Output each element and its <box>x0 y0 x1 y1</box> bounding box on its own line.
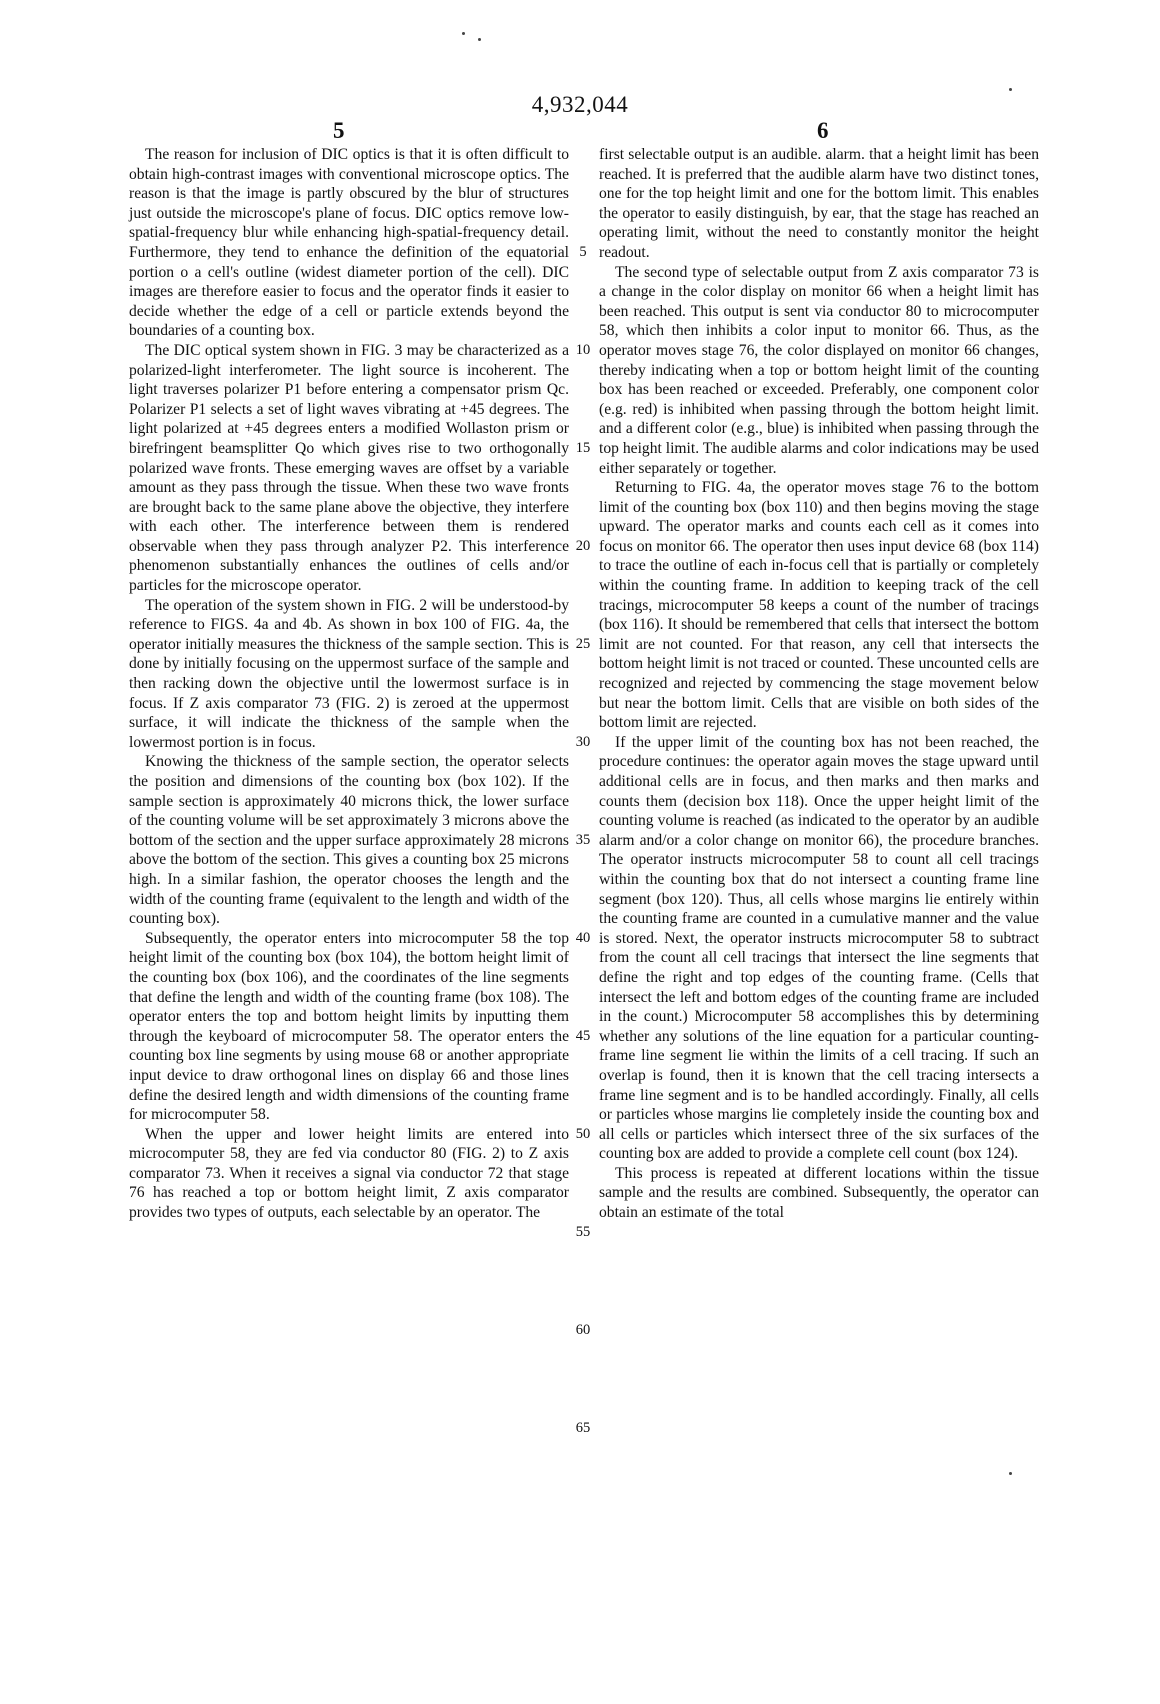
paragraph: When the upper and lower height limits are entered into microcomputer 58, they are fed via conductor 80 (FIG. 2) to Z axis comparator 73. When it receives a signal via conductor 72 that stage 76 has reached a top or bottom height limit, Z axis comparator provides two types of outputs, each selectable by an operator. The <box>129 1125 569 1222</box>
paragraph: The DIC optical system shown in FIG. 3 may be characterized as a polarized-light interferometer. The light source is incoherent. The light traverses polarizer P1 before entering a compensator prism Qc. Polarizer P1 selects a set of light waves vibrating at +45 degrees. The light polarized at +45 degrees enters a modified Wollaston prism or birefringent beamsplitter Qo which gives rise to two orthogonally polarized wave fronts. These emerging waves are offset by a variable amount as they pass through the tissue. When these two wave fronts are brought back to the same plane above the objective, they interfere with each other. The interference between them is rendered observable when they pass through analyzer P2. This interference phenomenon substantially enhances the outlines of cells and/or particles for the microscope operator. <box>129 341 569 595</box>
line-number: 25 <box>575 636 591 652</box>
line-number: 50 <box>575 1126 591 1142</box>
paragraph: The reason for inclusion of DIC optics is that it is often difficult to obtain high-contrast images with conventional microscope optics. The reason is that the image is partly obscured by the blur of structures just outside the microscope's plane of focus. DIC optics remove low-spatial-frequency blur while enhancing high-spatial-frequency detail. Furthermore, they tend to enhance the definition of the equatorial portion o a cell's outline (widest diameter portion of the cell). DIC images are therefore easier to focus and the operator finds it easier to decide whether the edge of a cell or particle extends beyond the boundaries of a counting box. <box>129 146 569 340</box>
column-number-right: 6 <box>817 118 829 143</box>
line-number-gutter <box>570 145 596 1605</box>
line-number: 45 <box>575 1028 591 1044</box>
line-number: 15 <box>575 440 591 456</box>
line-number: 10 <box>575 342 591 358</box>
paragraph: If the upper limit of the counting box has not been reached, the procedure continues: the operator again moves the stage upward until additional cells are in focus, and then marks and then marks and counts them (decision box 118). Once the upper height limit of the counting volume is reached (as indicated to the operator by an audible alarm and/or a color change on monitor 66), the procedure branches. The operator instructs microcomputer 58 to count all cell tracings within the counting box that do not intersect a counting frame line segment (box 120). Thus, all cells whose margins lie entirely within the counting frame are counted in a cumulative manner and the value is stored. Next, the operator instructs microcomputer 58 to subtract from the count all cell tracings that intersect the line segments that define the right and top edges of the counting frame. (Cells that intersect the left and bottom edges of the counting frame are included in the count.) Microcomputer 58 accomplishes this by determining whether any solutions of the line equation for a particular counting-frame line segment lie within the limits of a cell tracing. If such an overlap is found, then it is known that the cell tracing intersects a frame line segment and is to be handled accordingly. Finally, all cells or particles whose margins lie completely inside the counting box and all cells or particles which intersect three of the six surfaces of the counting box are added to provide a complete cell count (box 124). <box>599 733 1039 1163</box>
line-number: 30 <box>575 734 591 750</box>
scan-speck <box>1009 1472 1012 1475</box>
line-number: 40 <box>575 930 591 946</box>
scan-speck <box>478 38 481 41</box>
line-number: 60 <box>575 1322 591 1338</box>
paragraph: Subsequently, the operator enters into microcomputer 58 the top height limit of the counting box (box 104), the bottom height limit of the counting box (box 106), and the coordinates of the line segments that define the length and width of the counting frame (box 108). The operator enters the top and bottom height limits by inputting them through the keyboard of microcomputer 58. The operator enters the counting box line segments by using mouse 68 or another appropriate input device to draw orthogonal lines on display 66 and those lines define the desired length and width dimensions of the counting frame for microcomputer 58. <box>129 929 569 1124</box>
scan-speck <box>462 32 465 35</box>
scan-speck <box>1009 88 1012 91</box>
paragraph: Knowing the thickness of the sample section, the operator selects the position and dimensions of the counting box (box 102). If the sample section is approximately 40 microns thick, the lower surface of the counting volume will be set approximately 3 microns above the bottom of the section and the upper surface approximately 28 microns above the bottom of the section. This gives a counting box 25 microns high. In a similar fashion, the operator chooses the length and the width of the counting frame (equivalent to the length and width of the counting box). <box>129 753 569 928</box>
line-number: 55 <box>575 1224 591 1240</box>
paragraph: The operation of the system shown in FIG. 2 will be understood-by reference to FIGS. 4a and 4b. As shown in box 100 of FIG. 4a, the operator initially measures the thickness of the sample section. This is done by initially focusing on the uppermost surface of the sample and then racking down the objective until the lowermost surface is in focus. If Z axis comparator 73 (FIG. 2) is zeroed at the uppermost surface, it will indicate the thickness of the sample when the lowermost portion is in focus. <box>129 596 569 751</box>
line-number: 35 <box>575 832 591 848</box>
column-number-left: 5 <box>333 118 345 143</box>
paragraph: This process is repeated at different locations within the tissue sample and the results are combined. Subsequently, the operator can obtain an estimate of the total <box>599 1164 1039 1222</box>
left-text-column <box>129 145 569 1223</box>
line-number: 65 <box>575 1420 591 1436</box>
line-number: 5 <box>579 244 587 260</box>
paragraph: Returning to FIG. 4a, the operator moves stage 76 to the bottom limit of the counting box (box 110) and then begins moving the stage upward. The operator marks and counts each cell as it comes into focus on monitor 66. The operator then uses input device 68 (box 114) to trace the outline of each in-focus cell that is partially or completely within the counting frame. In addition to keeping track of the cell tracings, microcomputer 58 keeps a count of the number of tracings (box 116). It should be remembered that cells that intersect the bottom limit are not counted. For that reason, any cell that intersects the bottom height limit is not traced or counted. These uncounted cells are recognized and rejected by commencing the stage movement below but near the bottom limit. Cells that are visible on both sides of the bottom limit are rejected. <box>599 479 1039 732</box>
patent-number: 4,932,044 <box>531 92 629 117</box>
paragraph: The second type of selectable output from Z axis comparator 73 is a change in the color display on monitor 66 when a height limit has been reached. This output is sent via conductor 80 to microcomputer 58, which then inhibits a color input to monitor 66. Thus, as the operator moves stage 76, the color displayed on monitor 66 changes, thereby indicating when a top or bottom height limit of the counting box has been reached or exceeded. Preferably, one component color (e.g. red) is inhibited when passing through the bottom height limit. and a different color (e.g., blue) is inhibited when passing through the top height limit. The audible alarms and color indications may be used either separately or together. <box>599 263 1039 477</box>
paragraph: first selectable output is an audible. alarm. that a height limit has been reached. It is preferred that the audible alarm have two distinct tones, one for the top height limit and one for the bottom limit. This enables the operator to easily distinguish, by ear, that the stage has reached an operating limit, without the need to constantly monitor the height readout. <box>599 146 1039 261</box>
line-number: 20 <box>575 538 591 554</box>
right-text-column <box>599 145 1039 1223</box>
